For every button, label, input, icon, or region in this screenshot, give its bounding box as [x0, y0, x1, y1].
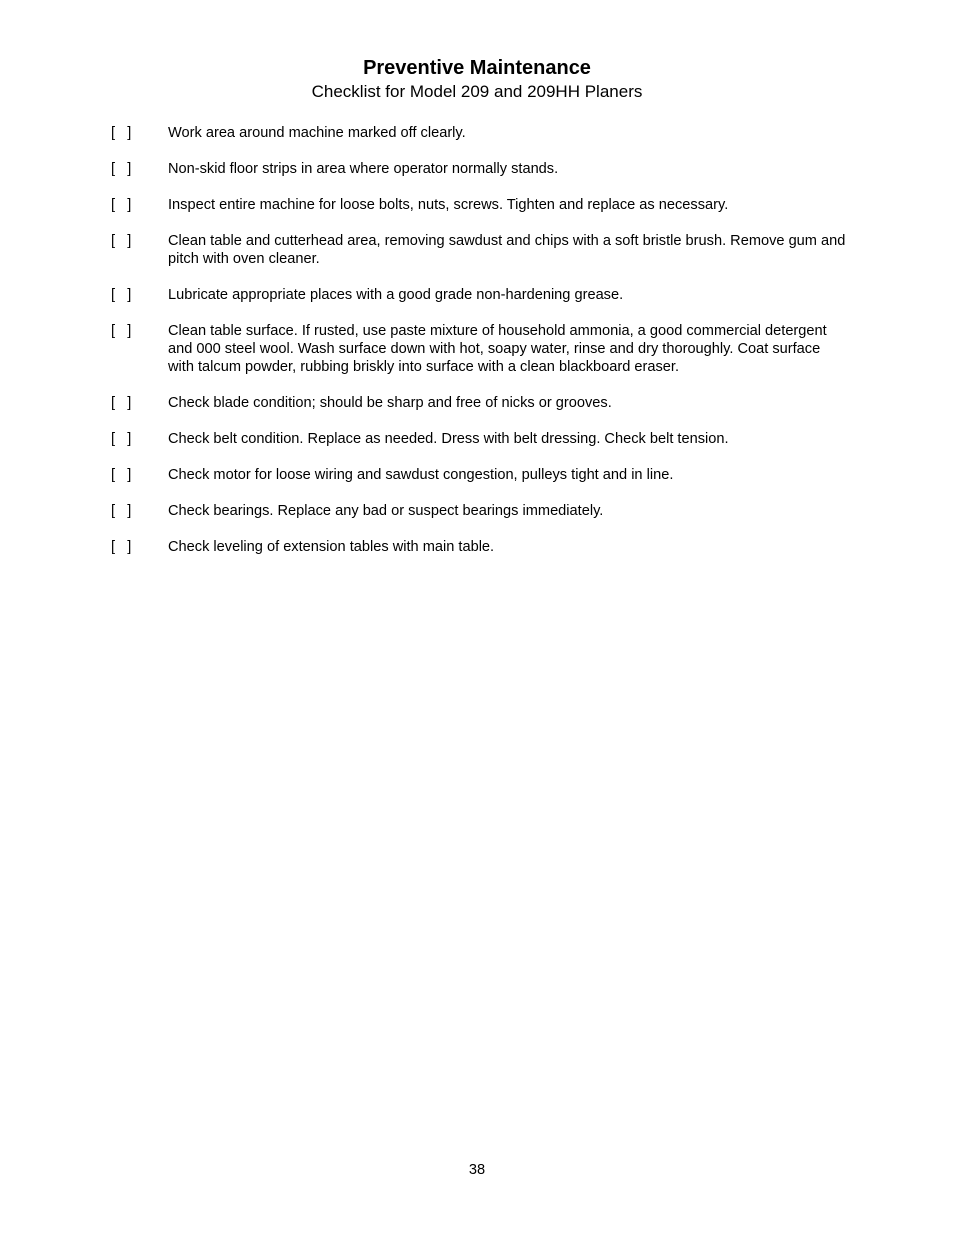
checklist-item [111, 430, 846, 448]
checklist-item [111, 394, 846, 412]
checklist-item [111, 538, 846, 556]
checklist-item [111, 322, 846, 376]
checkbox[interactable]: [ ] [111, 287, 132, 303]
checkbox[interactable]: [ ] [111, 161, 132, 177]
checklist-item [111, 124, 846, 142]
checklist-item-text: Work area around machine marked off clearly. [168, 125, 466, 141]
checkbox[interactable]: [ ] [111, 197, 132, 213]
checkbox[interactable]: [ ] [111, 395, 132, 411]
checkbox[interactable]: [ ] [111, 503, 132, 519]
checklist-item-text: Non-skid floor strips in area where operator normally stands. [168, 161, 559, 177]
checklist-item [111, 196, 846, 214]
checkbox[interactable]: [ ] [111, 431, 132, 447]
checklist-item-text: Clean table surface. If rusted, use paste mixture of household ammonia, a good commercial detergent and 000 steel wool. Wash surface down with hot, soapy water, rinse and dry thoroughly. Coat surface with talcum powder, rubbing briskly into surface with a clean blackboard eraser. [168, 323, 827, 375]
checklist-item-text: Check bearings. Replace any bad or suspect bearings immediately. [168, 503, 604, 519]
checklist-item-text: Clean table and cutterhead area, removing sawdust and chips with a soft bristle brush. Remove gum and pitch with oven cleaner. [168, 233, 846, 267]
checkbox[interactable]: [ ] [111, 233, 132, 249]
checklist-item [111, 160, 846, 178]
checklist-item-text: Check blade condition; should be sharp and free of nicks or grooves. [168, 395, 612, 411]
page-subtitle: Checklist for Model 209 and 209HH Planers [311, 82, 643, 101]
checklist-item [111, 232, 846, 268]
checklist-item-text: Lubricate appropriate places with a good grade non-hardening grease. [168, 287, 624, 303]
checkbox[interactable]: [ ] [111, 125, 132, 141]
checkbox[interactable]: [ ] [111, 323, 132, 339]
checklist-item [111, 286, 846, 304]
checklist-item-text: Check leveling of extension tables with main table. [168, 539, 495, 555]
checklist-item-text: Check motor for loose wiring and sawdust congestion, pulleys tight and in line. [168, 467, 674, 483]
checklist-item [111, 502, 846, 520]
checkbox[interactable]: [ ] [111, 467, 132, 483]
checkbox[interactable]: [ ] [111, 539, 132, 555]
checklist-item-text: Inspect entire machine for loose bolts, nuts, screws. Tighten and replace as necessary. [168, 197, 729, 213]
page-number: 38 [468, 1162, 486, 1178]
checklist-item [111, 466, 846, 484]
page-title: Preventive Maintenance [363, 57, 591, 79]
checklist-item-text: Check belt condition. Replace as needed. Dress with belt dressing. Check belt tension. [168, 431, 729, 447]
maintenance-checklist [111, 124, 846, 574]
